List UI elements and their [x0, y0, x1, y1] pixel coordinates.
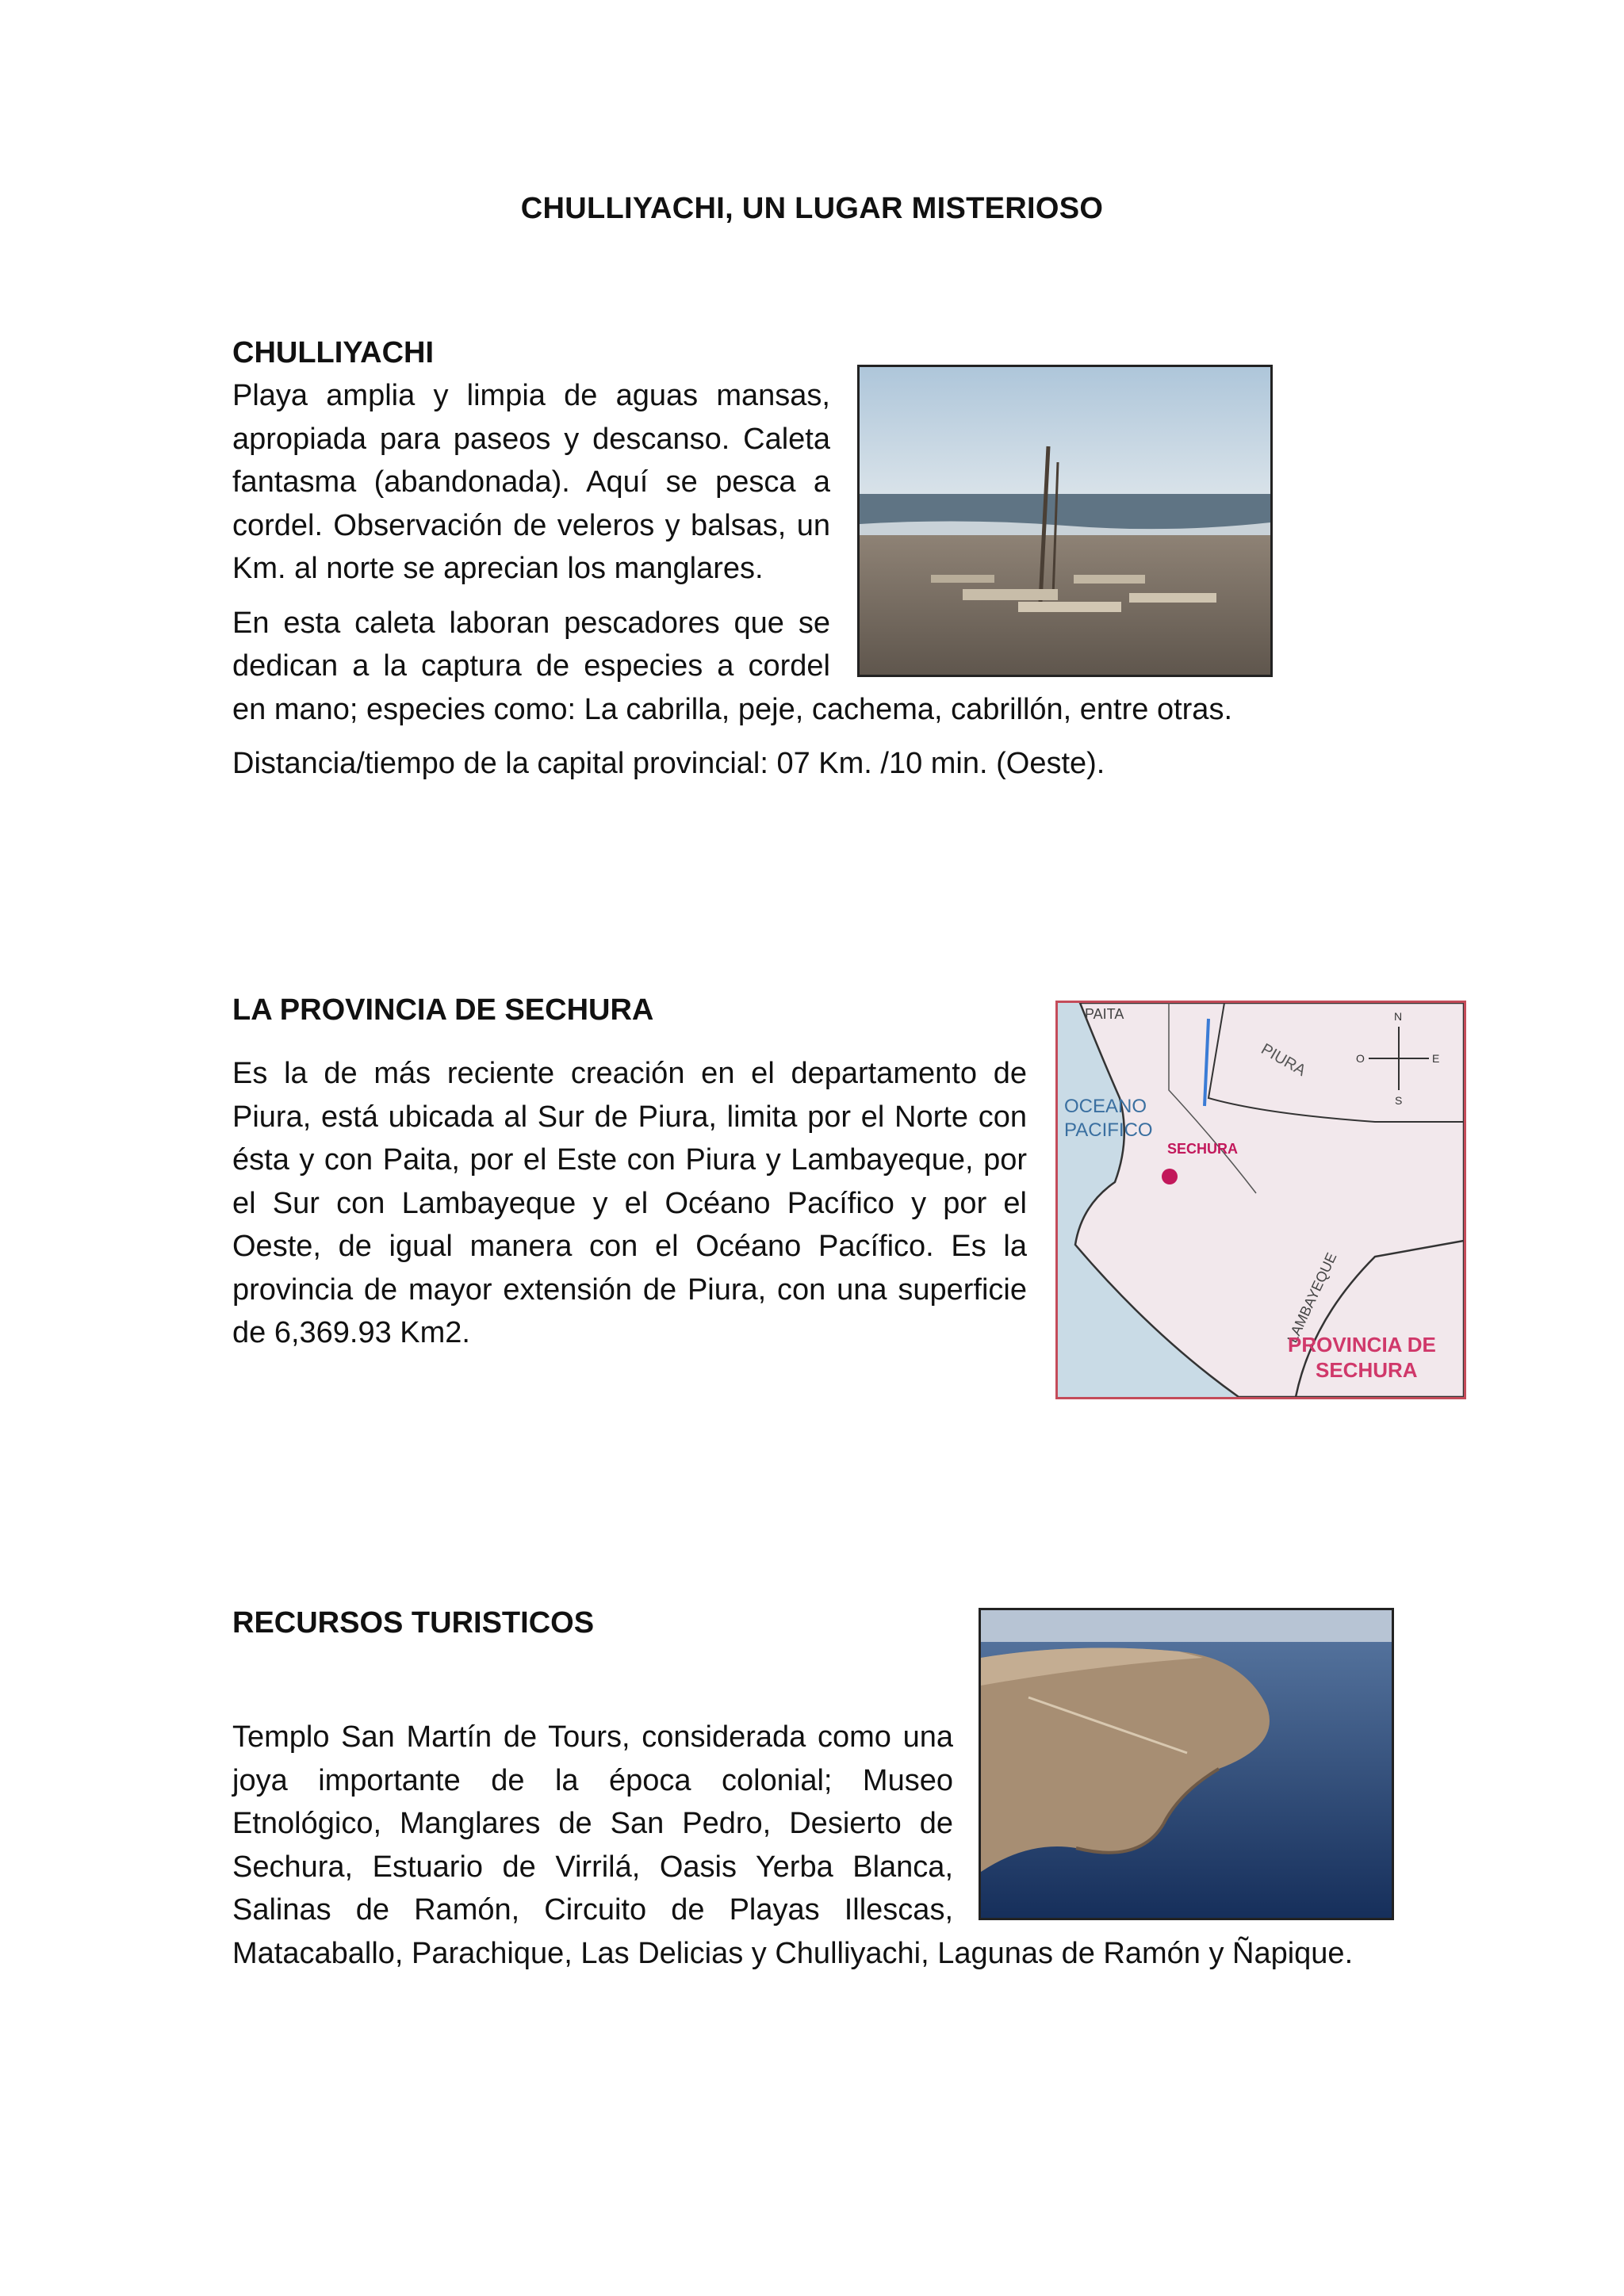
compass-n: N — [1394, 1010, 1403, 1023]
map-label-lambayeque: LAMBAYEQUE — [1284, 1250, 1340, 1345]
section-recursos — [232, 1601, 1394, 1975]
paragraph-fishermen: En esta caleta laboran pescadores que se dedican a la captura de especies a cordel en mano; especies como: La cabrilla, peje, cachema, cabrillón, entre otras. — [232, 606, 1232, 726]
map-label-province-1: PROVINCIA DE — [1288, 1333, 1436, 1357]
compass-o: O — [1356, 1052, 1365, 1065]
compass-e: E — [1432, 1052, 1440, 1065]
paragraph-description: Playa amplia y limpia de aguas mansas, apropiada para paseos y descanso. Caleta fantasma (abandonada). Aquí se pesca a cordel. Observación de veleros y balsas, un Km. al norte se aprecian los manglares. — [232, 379, 830, 585]
map-label-ocean-1: OCEANO — [1064, 1096, 1147, 1117]
map-label-ocean-2: PACIFICO — [1064, 1119, 1153, 1141]
section-heading-chulliyachi: CHULLIYACHI — [232, 336, 435, 369]
map-label-province-2: SECHURA — [1316, 1358, 1418, 1382]
section-chulliyachi — [232, 331, 1273, 786]
compass-s: S — [1395, 1094, 1403, 1107]
sechura-map-image — [1058, 1003, 1464, 1397]
paragraph-provincia: Es la de más reciente creación en el departamento de Piura, está ubicada al Sur de Piura, limita por el Norte con ésta y con Paita, por el Este con Piura y Lambayeque, por el Sur con Lambayeque y el Océano Pacífico y por el Oeste, de igual manera con el Océano Pacífico. Es la provincia de mayor extensión de Piura, con una superficie de 6,369.93 Km2. — [232, 1057, 1027, 1349]
coast-aerial-photo-image — [981, 1610, 1392, 1918]
beach-photo-image — [860, 367, 1270, 675]
page-title: CHULLIYACHI, UN LUGAR MISTERIOSO — [520, 192, 1104, 225]
coast-aerial-photo — [979, 1608, 1394, 1920]
section-heading-recursos: RECURSOS TURISTICOS — [232, 1606, 595, 1640]
paragraph-recursos: Templo San Martín de Tours, considerada como una joya importante de la época colonial; Museo Etnológico, Manglares de San Pedro, Desierto de Sechura, Estuario de Virrilá, Oasis Yerba Blanca, Salinas de Ramón, Circuito de Playas Illescas, Matacaballo, Parachique, Las Delicias y Chulliyachi, Lagunas de Ramón y Ñapique. — [232, 1720, 1354, 1970]
paragraph-distance: Distancia/tiempo de la capital provincial: 07 Km. /10 min. (Oeste). — [232, 747, 1105, 780]
map-label-sechura: SECHURA — [1167, 1141, 1239, 1157]
beach-photo — [857, 365, 1273, 677]
map-label-paita: PAITA — [1085, 1006, 1124, 1022]
section-provincia — [232, 989, 1466, 1407]
map-label-piura: PIURA — [1258, 1040, 1309, 1080]
sechura-map — [1055, 1001, 1466, 1399]
section-heading-provincia: LA PROVINCIA DE SECHURA — [232, 993, 654, 1027]
